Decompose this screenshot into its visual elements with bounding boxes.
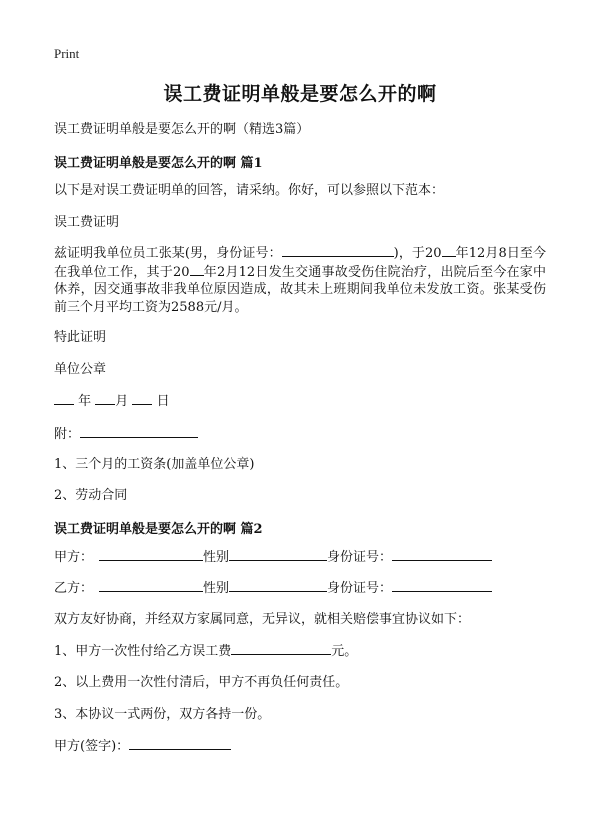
clause-2: 2、以上费用一次性付清后，甲方不再负任何责任。 (54, 675, 349, 690)
party-a-id-label: 身份证号： (327, 550, 393, 565)
party-b-id-blank (392, 579, 492, 592)
clause-1-amount-blank (231, 642, 331, 655)
party-a-gender-blank (229, 548, 327, 561)
party-b-row (54, 579, 492, 597)
id-number-blank (282, 244, 394, 257)
body-part-b: )，于20 (393, 246, 442, 261)
section1-heading: 误工费证明单般是要怎么开的啊 篇1 (54, 156, 263, 171)
certificate-title: 误工费证明 (54, 215, 120, 230)
year-blank (442, 244, 456, 257)
party-a-id-blank (392, 548, 492, 561)
certificate-body (54, 244, 546, 316)
date-day-blank (132, 392, 152, 405)
date-line (54, 392, 170, 410)
date-year-blank (54, 392, 74, 405)
special-certification: 特此证明 (54, 330, 107, 345)
party-a-name-blank (99, 548, 203, 561)
page-title: 误工费证明单般是要怎么开的啊 (163, 83, 437, 105)
print-link[interactable]: Print (54, 46, 80, 61)
clause-1-unit: 元。 (331, 644, 358, 659)
body-part-d: 年2月12日发生交通事故受伤住院治疗，出院后至今在家中休养，因交通事故非我单位原因造成，故其未上班期间我单位未发放工资。张某受伤前三个月平均工资为2588元/月。 (54, 264, 546, 315)
date-month-blank (95, 392, 115, 405)
clause-1-text: 1、甲方一次性付给乙方误工费 (54, 644, 232, 659)
party-a-signature-label: 甲方(签字)： (54, 739, 130, 754)
party-b-id-label: 身份证号： (327, 581, 393, 596)
attachment-item-1: 1、三个月的工资条(加盖单位公章) (54, 457, 255, 472)
attachment-item-2: 2、劳动合同 (54, 488, 128, 503)
subtitle: 误工费证明单般是要怎么开的啊（精选3篇） (54, 122, 310, 137)
party-b-gender-blank (229, 579, 327, 592)
party-a-gender-label: 性别 (203, 550, 230, 565)
date-year-label: 年 (78, 394, 92, 409)
party-b-gender-label: 性别 (203, 581, 230, 596)
body-part-c: 年12月8日至今在我单位工作，其于20 (54, 246, 546, 280)
section2-heading: 误工费证明单般是要怎么开的啊 篇2 (54, 522, 263, 537)
party-a-row (54, 548, 492, 566)
date-day-label: 日 (156, 394, 170, 409)
section1-intro: 以下是对误工费证明单的回答，请采纳。你好，可以参照以下范本： (54, 183, 445, 198)
attachment-blank (80, 425, 198, 438)
unit-seal: 单位公章 (54, 362, 107, 377)
date-month-label: 月 (115, 394, 129, 409)
attachment-line (54, 425, 198, 443)
clause-3: 3、本协议一式两份，双方各持一份。 (54, 707, 271, 722)
body-part-a: 兹证明我单位员工张某(男，身份证号： (54, 246, 282, 261)
party-a-signature (54, 737, 231, 755)
attachment-label: 附： (54, 427, 81, 442)
party-a-label: 甲方： (54, 550, 94, 565)
party-a-signature-blank (129, 737, 231, 750)
clause-1 (54, 642, 357, 660)
agreement-intro: 双方友好协商，并经双方家属同意，无异议，就相关赔偿事宜协议如下： (54, 612, 471, 627)
party-b-name-blank (99, 579, 203, 592)
year-blank (190, 263, 204, 276)
party-b-label: 乙方： (54, 581, 94, 596)
